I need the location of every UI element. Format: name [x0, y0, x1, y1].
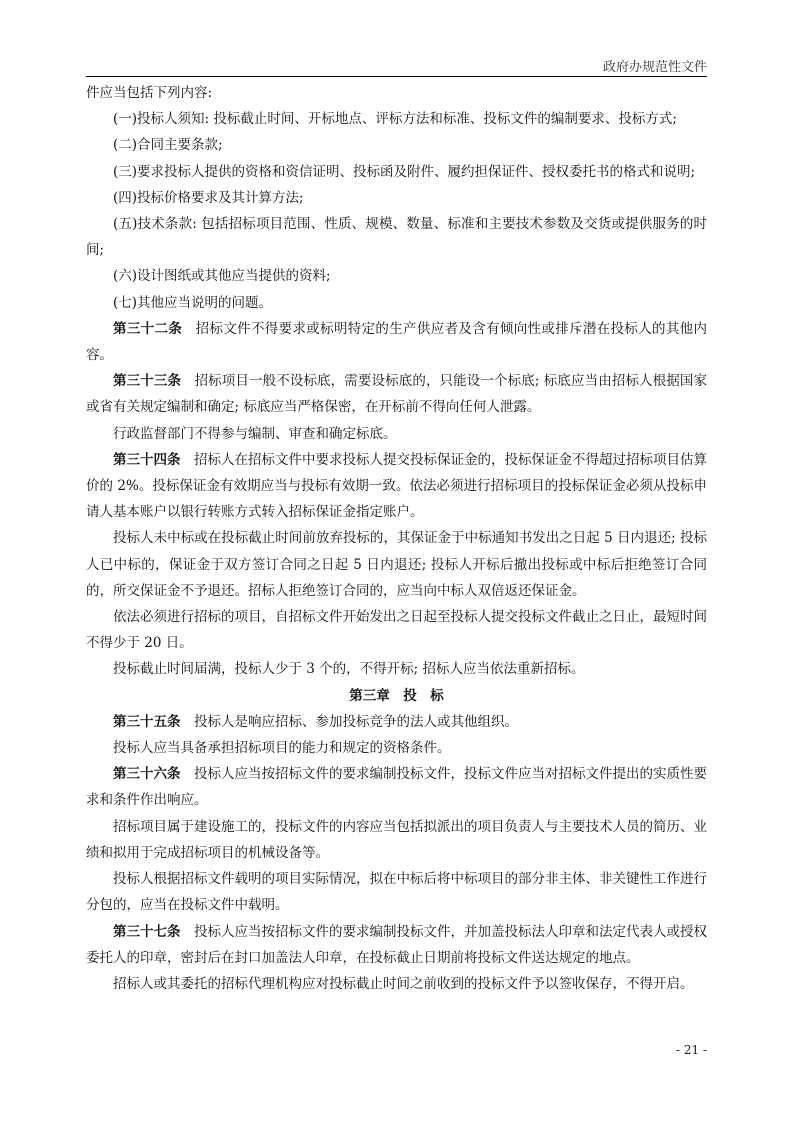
- page-number: - 21 -: [675, 1043, 707, 1057]
- continued-paragraph: 件应当包括下列内容:: [86, 85, 213, 101]
- body-paragraph: (一)投标人须知: 投标截止时间、开标地点、评标方法和标准、投标文件的编制要求、投标方式;: [113, 111, 677, 128]
- article-number: 第三十六条: [113, 766, 181, 783]
- article-text: 投标人应当按招标文件的要求编制投标文件，并加盖投标法人印章和法定代表人或授权委托人的印章，密封后在封口加盖法人印章，在投标截止日期前将投标文件送达规定的地点。: [86, 923, 707, 966]
- article-paragraph: [86, 316, 707, 368]
- body-paragraph: 招标项目属于建设施工的，投标文件的内容应当包括拟派出的项目负责人与主要技术人员的简历、业绩和拟用于完成招标项目的机械设备等。: [86, 818, 707, 861]
- chapter-heading: 第三章 投 标: [349, 687, 444, 704]
- article-text: 招标项目一般不设标底，需要设标底的，只能设一个标底; 标底应当由招标人根据国家或省有关规定编制和确定; 标底应当严格保密，在开标前不得向任何人泄露。: [86, 373, 708, 416]
- article-text: 投标人应当按招标文件的要求编制投标文件，投标文件应当对招标文件提出的实质性要求和条件作出响应。: [86, 766, 707, 809]
- body-paragraph: (三)要求投标人提供的资格和资信证明、投标函及附件、履约担保证件、授权委托书的格式和说明;: [113, 163, 696, 180]
- body-paragraph: 投标人应当具备承担招标项目的能力和规定的资格条件。: [113, 740, 451, 757]
- body-paragraph: 投标人根据招标文件载明的项目实际情况，拟在中标后将中标项目的部分非主体、非关键性工作进行分包的，应当在投标文件中载明。: [86, 871, 707, 914]
- article-number: 第三十七条: [113, 923, 181, 940]
- body-paragraph: 投标人未中标或在投标截止时间前放弃投标的，其保证金于中标通知书发出之日起 5 日内退还; 投标人已中标的，保证金于双方签订合同之日起 5 日内退还; 投标人开标后撤出投标或中标后拒绝签订合同的，所交保证金不予退还。招标人拒绝签订合同的，应当向中标人双倍返还保证金。: [86, 530, 707, 599]
- body-paragraph: 招标人或其委托的招标代理机构应对投标截止时间之前收到的投标文件予以签收保存，不得开启。: [113, 975, 694, 992]
- article-paragraph: [86, 368, 707, 420]
- article-text: 招标人在招标文件中要求投标人提交投标保证金的，投标保证金不得超过招标项目估算价的 2%。投标保证金有效期应当与投标有效期一致。依法必须进行招标项目的投标保证金必须从投标申请人基本账户以银行转账方式转入招标保证金指定账户。: [86, 451, 707, 521]
- article-paragraph: [86, 709, 707, 735]
- body-paragraph: (七)其他应当说明的问题。: [113, 294, 273, 311]
- document-body: [86, 80, 707, 997]
- article-number: 第三十四条: [113, 451, 181, 468]
- body-paragraph: (二)合同主要条款;: [113, 137, 223, 154]
- body-paragraph: (四)投标价格要求及其计算方法;: [113, 189, 304, 206]
- body-paragraph: (六)设计图纸或其他应当提供的资料;: [113, 268, 331, 285]
- body-paragraph: 行政监督部门不得参与编制、审查和确定标底。: [113, 425, 397, 442]
- article-paragraph: [86, 447, 707, 526]
- article-text: 招标文件不得要求或标明特定的生产供应者及含有倾向性或排斥潜在投标人的其他内容。: [86, 320, 708, 364]
- article-paragraph: [86, 761, 707, 813]
- article-number: 第三十五条: [113, 713, 181, 730]
- header-title: 政府办规范性文件: [602, 60, 707, 75]
- article-number: 第三十二条: [113, 320, 183, 337]
- article-text: 投标人是响应招标、参加投标竞争的法人或其他组织。: [194, 713, 518, 730]
- body-paragraph: 依法必须进行招标的项目，自招标文件开始发出之日起至投标人提交投标文件截止之日止，最短时间不得少于 20 日。: [86, 609, 707, 652]
- article-number: 第三十三条: [113, 373, 182, 390]
- body-paragraph: (五)技术条款: 包括招标项目范围、性质、规模、数量、标准和主要技术参数及交货或提供服务的时间;: [86, 216, 707, 259]
- article-paragraph: [86, 919, 707, 971]
- body-paragraph: 投标截止时间届满，投标人少于 3 个的，不得开标; 招标人应当依法重新招标。: [113, 661, 585, 678]
- page-header: [86, 54, 707, 77]
